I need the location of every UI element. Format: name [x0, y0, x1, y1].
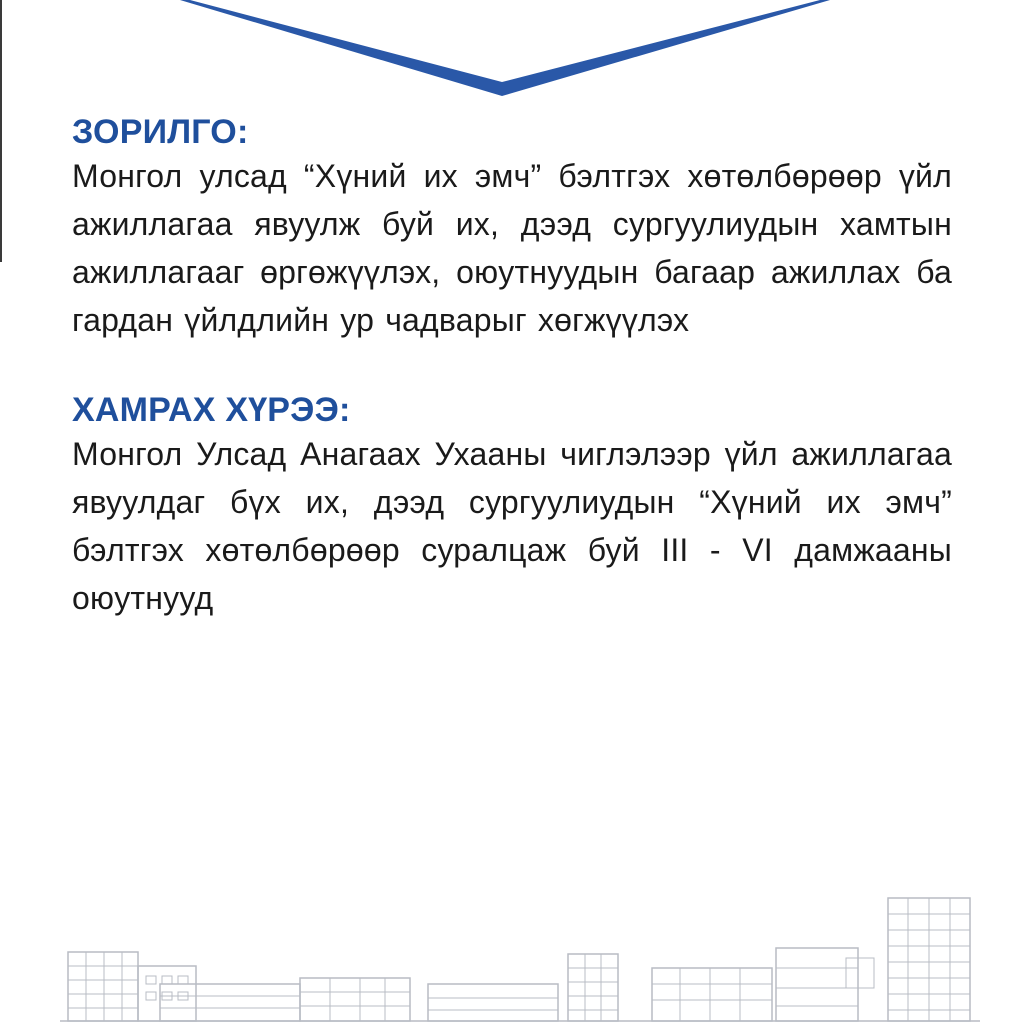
- left-border-line: [0, 0, 2, 262]
- scope-heading: ХАМРАХ ХҮРЭЭ:: [72, 391, 351, 429]
- city-skyline-illustration: [60, 888, 980, 1022]
- scope-section: [72, 390, 952, 622]
- goal-section: [72, 112, 952, 344]
- goal-body: Монгол улсад “Хүний их эмч” бэлтгэх хөтөлбөрөөр үйл ажиллагаа явуулж буй их, дээд сургуулиудын хамтын ажиллагааг өргөжүүлэх, оюутнуудын багаар ажиллах ба гардан үйлдлийн ур чадварыг хөгжүүлэх: [72, 158, 952, 338]
- scope-body: Монгол Улсад Анагаах Ухааны чиглэлээр үйл ажиллагаа явуулдаг бүх их, дээд сургуулиудын “Хүний их эмч” бэлтгэх хөтөлбөрөөр суралцаж буй III - VI дамжааны оюутнууд: [72, 436, 952, 616]
- top-chevron-banner: [180, 0, 830, 100]
- goal-heading: ЗОРИЛГО:: [72, 113, 249, 151]
